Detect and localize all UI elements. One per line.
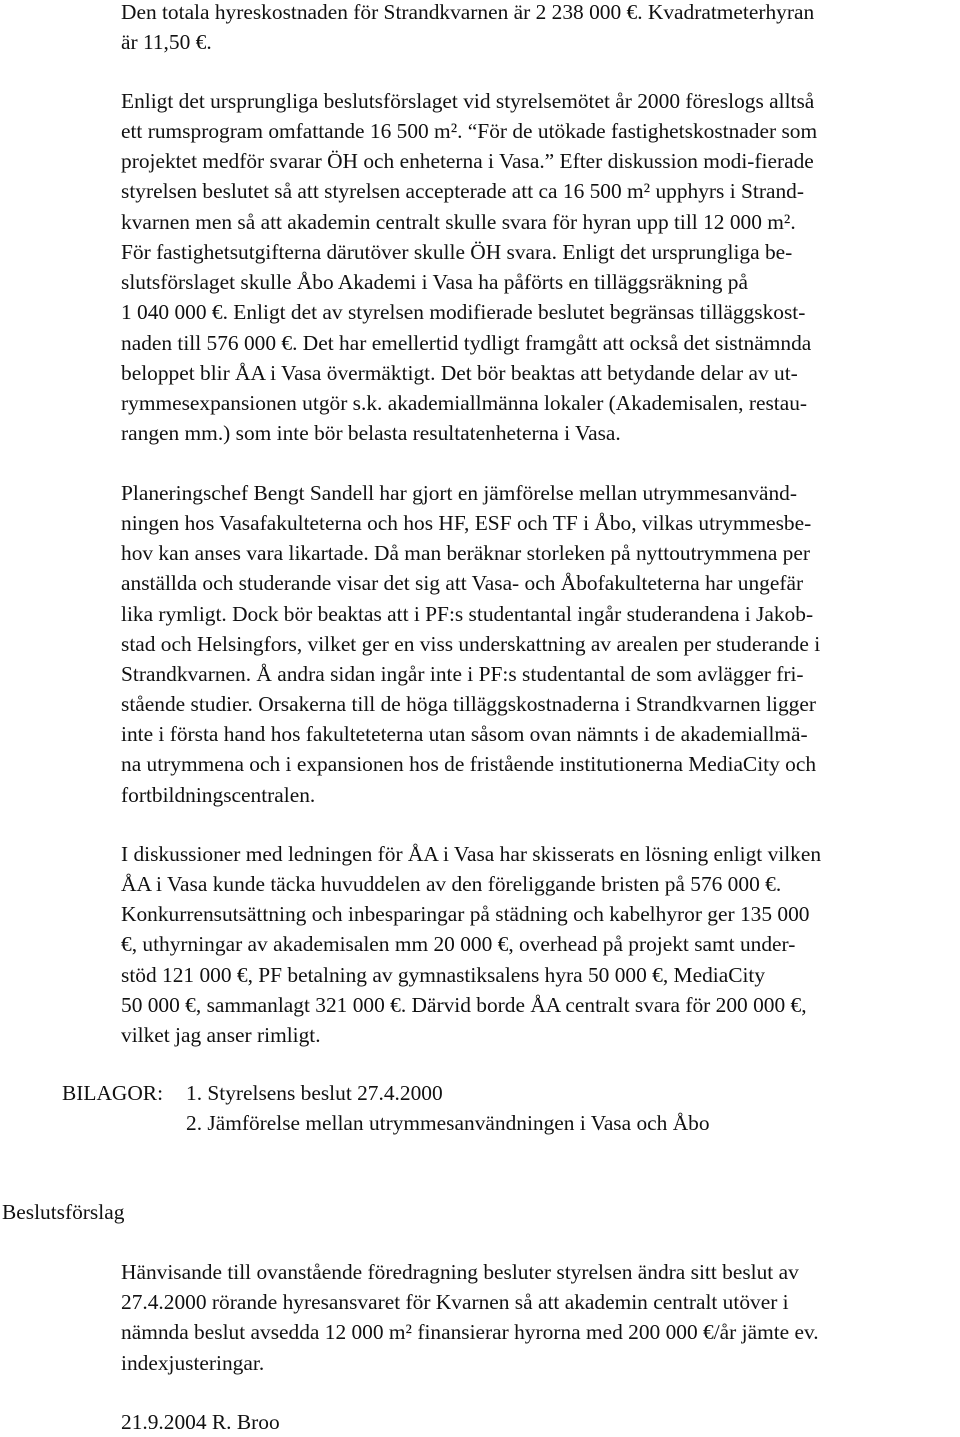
text-line: I diskussioner med ledningen för ÅA i Vasa har skisserats en lösning enligt vilken [121, 842, 822, 866]
text-line: rangen mm.) som inte bör belasta resultatenheterna i Vasa. [121, 421, 621, 445]
text-line: stöd 121 000 €, PF betalning av gymnastiksalens hyra 50 000 €, MediaCity [121, 963, 766, 987]
text-line: inte i första hand hos fakulteteterna utan såsom ovan nämnts i de akademiallmä- [121, 722, 808, 746]
text-line: rymmesexpansionen utgör s.k. akademiallmänna lokaler (Akademisalen, restau- [121, 391, 808, 415]
text-line: stående studier. Orsakerna till de höga tilläggskostnaderna i Strandkvarnen ligger [121, 692, 816, 716]
text-line: Den totala hyreskostnaden för Strandkvarnen är 2 238 000 €. Kvadratmeterhyran [121, 0, 815, 24]
text-line: fortbildningscentralen. [121, 783, 316, 807]
text-line: hov kan anses vara likartade. Då man beräknar storleken på nyttoutrymmena per [121, 541, 810, 565]
text-line: na utrymmena och i expansionen hos de fristående institutionerna MediaCity och [121, 752, 817, 776]
text-line: Planeringschef Bengt Sandell har gjort en jämförelse mellan utrymmesanvänd- [121, 481, 797, 505]
text-line: 27.4.2000 rörande hyresansvaret för Kvarnen så att akademin centralt utöver i [121, 1290, 789, 1314]
attachments-label: BILAGOR: [62, 1081, 164, 1105]
text-line: stad och Helsingfors, vilket ger en viss underskattning av arealen per studerande i [121, 632, 821, 656]
text-line: lika rymligt. Dock bör beaktas att i PF:s studentantal ingår studerandena i Jakob- [121, 602, 814, 626]
text-line: är 11,50 €. [121, 30, 212, 54]
decision-heading: Beslutsförslag [2, 1200, 125, 1224]
signature-date: 21.9.2004 R. Broo [121, 1410, 280, 1434]
text-line: Konkurrensutsättning och inbesparingar på städning och kabelhyror ger 135 000 [121, 902, 810, 926]
text-line: För fastighetsutgifterna därutöver skulle ÖH svara. Enligt det ursprungliga be- [121, 240, 793, 264]
attachment-item: 1. Styrelsens beslut 27.4.2000 [186, 1081, 443, 1105]
text-line: 1 040 000 €. Enligt det av styrelsen modifierade beslutet begränsas tilläggskost- [121, 300, 806, 324]
text-line: Strandkvarnen. Å andra sidan ingår inte i PF:s studentantal de som avlägger fri- [121, 662, 804, 686]
text-line: ÅA i Vasa kunde täcka huvuddelen av den föreliggande bristen på 576 000 €. [121, 872, 782, 896]
text-line: nämnda beslut avsedda 12 000 m² finansierar hyrorna med 200 000 €/år jämte ev. [121, 1320, 819, 1344]
text-line: Enligt det ursprungliga beslutsförslaget vid styrelsemötet år 2000 föreslogs alltså [121, 89, 815, 113]
text-line: vilket jag anser rimligt. [121, 1023, 321, 1047]
text-line: ett rumsprogram omfattande 16 500 m². “För de utökade fastighetskostnader som [121, 119, 818, 143]
text-line: slutsförslaget skulle Åbo Akademi i Vasa ha påförts en tilläggsräkning på [121, 270, 748, 294]
text-line: ningen hos Vasafakulteterna och hos HF, ESF och TF i Åbo, vilkas utrymmesbe- [121, 511, 812, 535]
text-line: anställda och studerande visar det sig att Vasa- och Åbofakulteterna har ungefär [121, 571, 804, 595]
text-line: naden till 576 000 €. Det har emellertid tydligt framgått att också det sistnämnda [121, 331, 812, 355]
text-line: €, uthyrningar av akademisalen mm 20 000 €, overhead på projekt samt under- [121, 932, 796, 956]
text-line: beloppet blir ÅA i Vasa övermäktigt. Det bör beaktas att betydande delar av ut- [121, 361, 798, 385]
attachment-item: 2. Jämförelse mellan utrymmesanvändningen i Vasa och Åbo [186, 1111, 710, 1135]
text-line: Hänvisande till ovanstående föredragning besluter styrelsen ändra sitt beslut av [121, 1260, 799, 1284]
text-line: projektet medför svarar ÖH och enheterna i Vasa.” Efter diskussion modi-fierade [121, 149, 814, 173]
text-line: 50 000 €, sammanlagt 321 000 €. Därvid borde ÅA centralt svara för 200 000 €, [121, 993, 807, 1017]
text-line: kvarnen men så att akademin centralt skulle svara för hyran upp till 12 000 m². [121, 210, 796, 234]
text-line: styrelsen beslutet så att styrelsen accepterade att ca 16 500 m² upphyrs i Strand- [121, 179, 804, 203]
text-line: indexjusteringar. [121, 1351, 265, 1375]
